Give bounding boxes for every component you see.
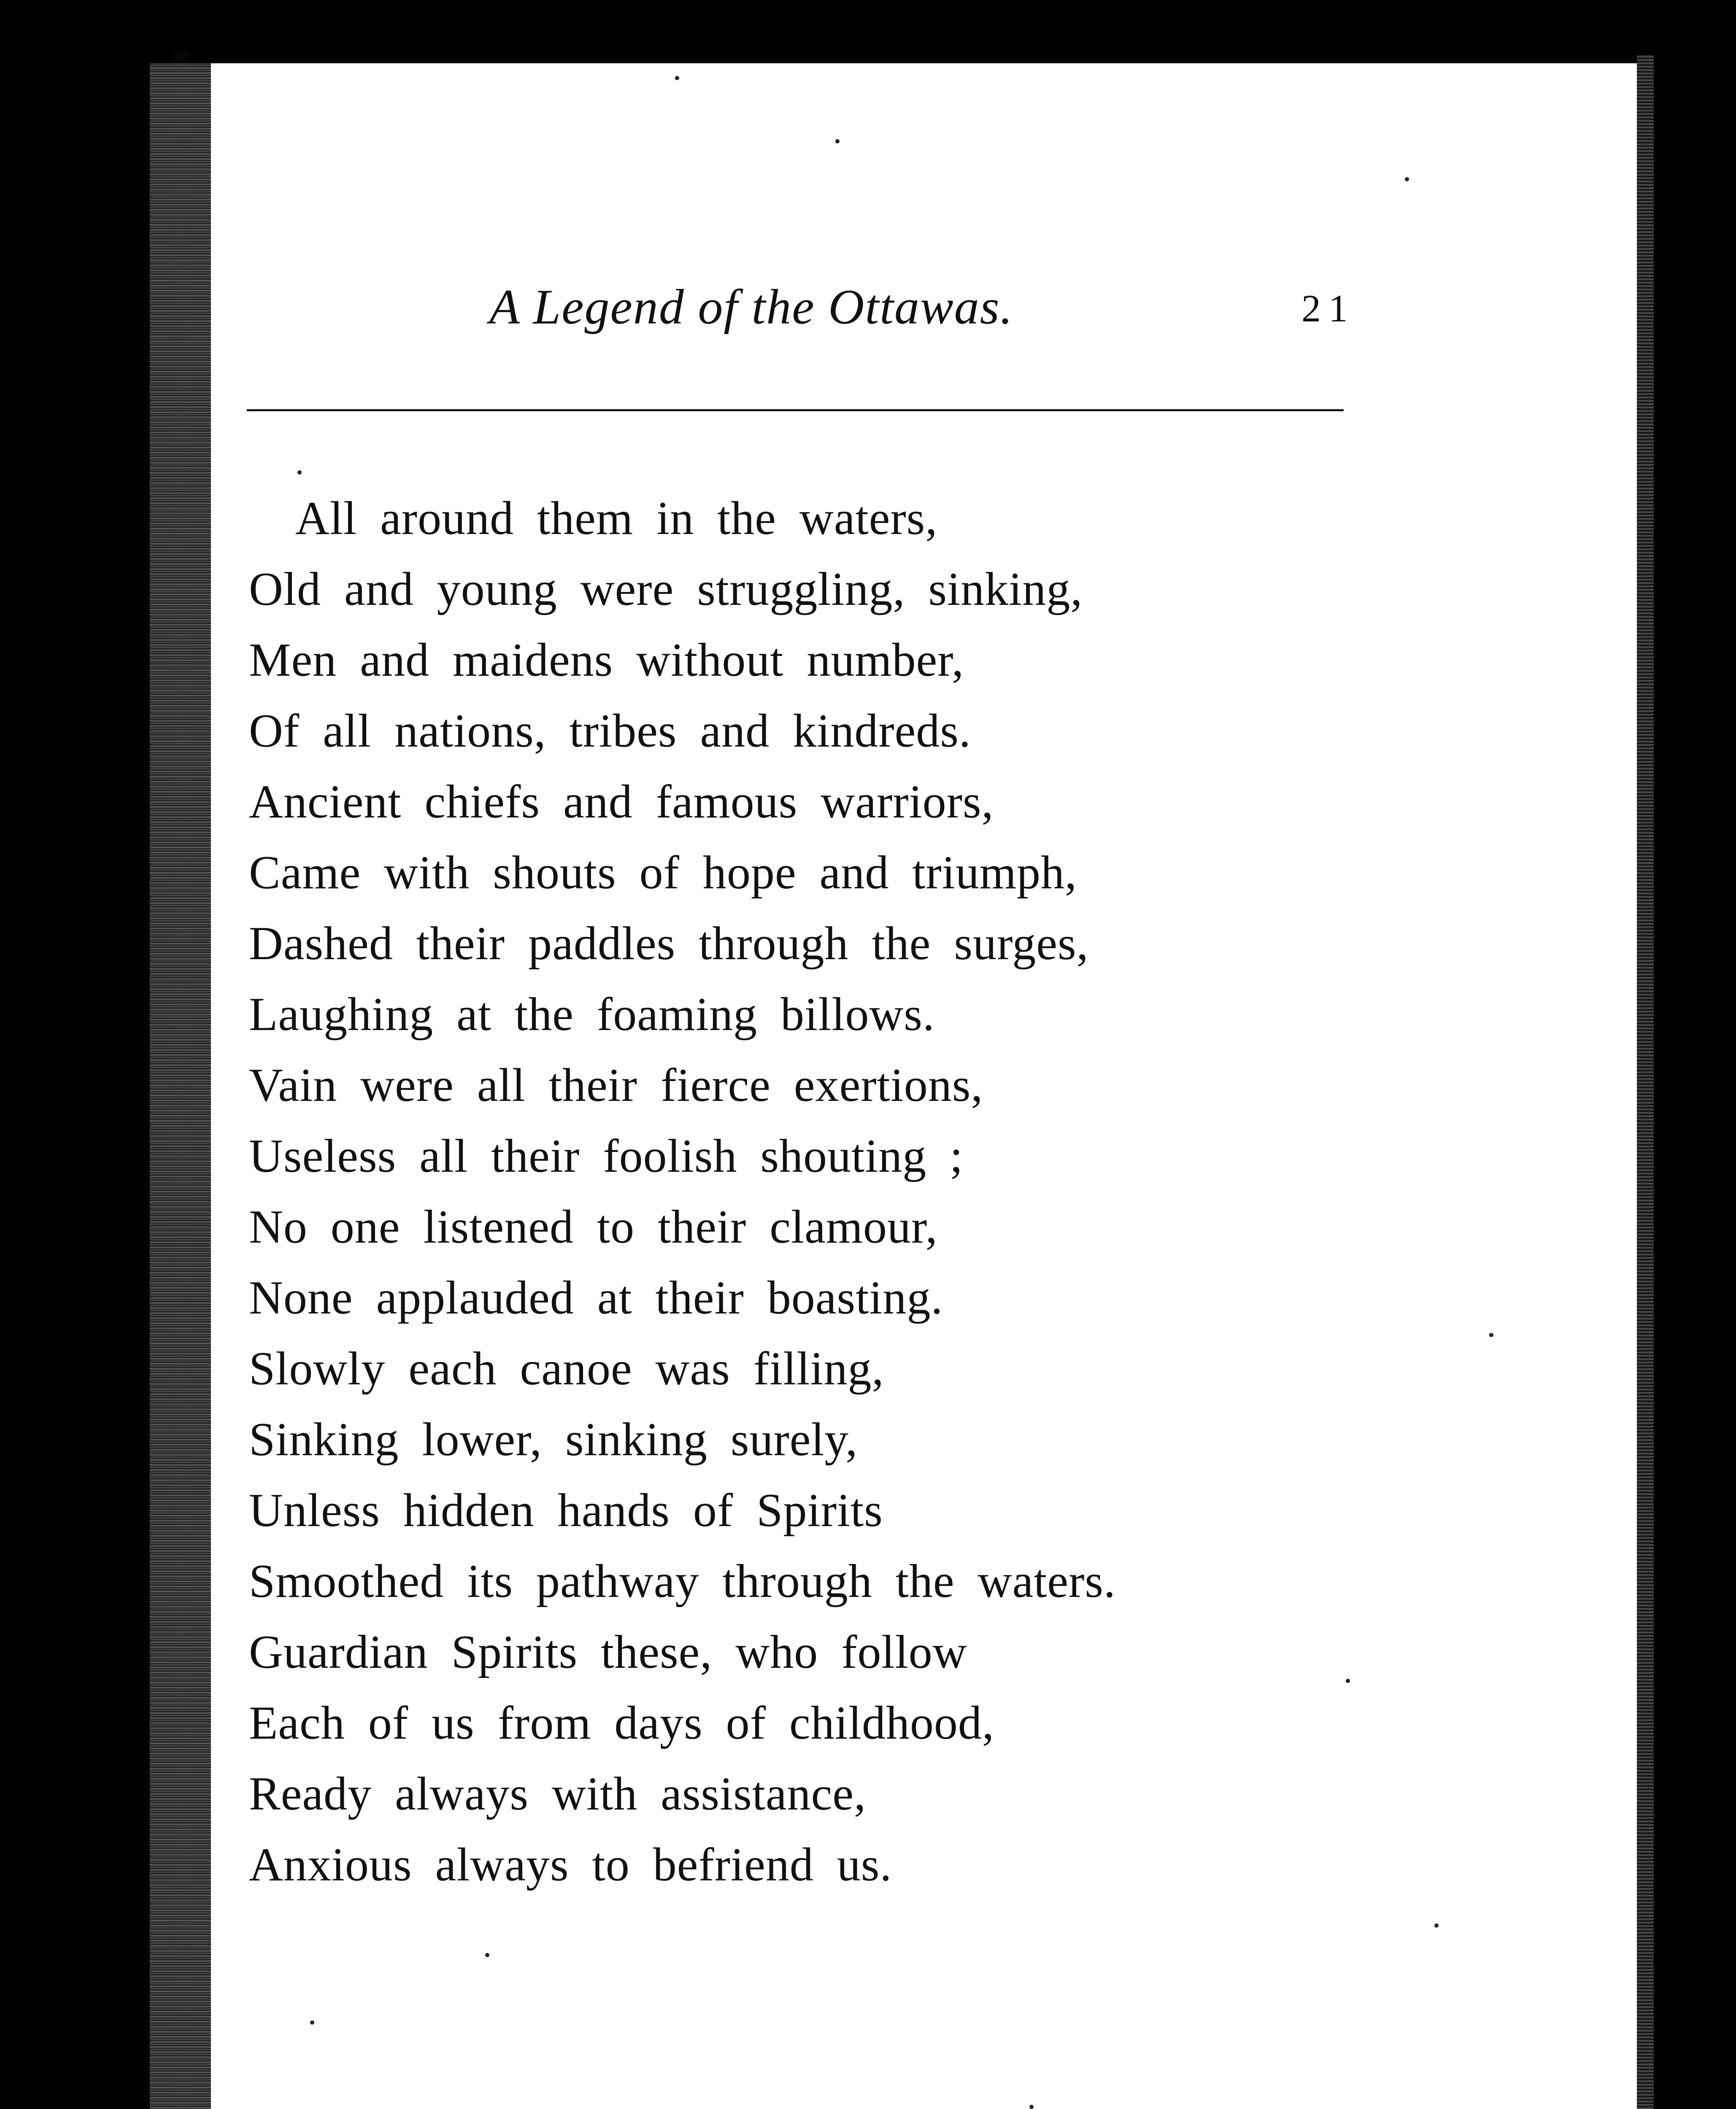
poem-line: Men and maidens without number, <box>249 634 964 686</box>
scan-speck <box>1489 1333 1493 1337</box>
poem-line: None applauded at their boasting. <box>249 1272 943 1324</box>
header-rule <box>247 409 1344 411</box>
poem-line: Slowly each canoe was filling, <box>249 1343 884 1395</box>
poem-line: Came with shouts of hope and triumph, <box>249 847 1077 899</box>
poem-line: No one listened to their clamour, <box>249 1201 938 1253</box>
scan-speck <box>1434 1923 1439 1928</box>
running-title: A Legend of the Ottawas. <box>489 279 1014 334</box>
poem-line: Guardian Spirits these, who follow <box>249 1626 967 1678</box>
scan-speck <box>1405 177 1409 181</box>
scan-speck <box>485 1953 489 1957</box>
poem-line: Each of us from days of childhood, <box>249 1697 994 1749</box>
scan-speck <box>1029 2105 1034 2109</box>
scan-speck <box>675 76 679 80</box>
poem-line: Ready always with assistance, <box>249 1768 867 1820</box>
poem-line: Sinking lower, sinking surely, <box>249 1413 858 1466</box>
poem-line: Vain were all their fierce exertions, <box>249 1059 983 1111</box>
page-header <box>489 278 1358 346</box>
scan-speck <box>310 2020 314 2025</box>
scan-speck <box>835 139 840 143</box>
scan-speck <box>1346 1679 1350 1683</box>
poem-stanza <box>249 483 1430 1900</box>
poem-line: Dashed their paddles through the surges, <box>249 917 1089 970</box>
poem-line: Anxious always to befriend us. <box>249 1839 892 1891</box>
poem-line: Laughing at the foaming billows. <box>249 988 935 1041</box>
scan-speck <box>297 470 302 475</box>
poem-line: Of all nations, tribes and kindreds. <box>249 705 971 757</box>
page-number: 21 <box>1301 287 1355 330</box>
poem-line: Unless hidden hands of Spirits <box>249 1484 883 1537</box>
page-right-edge <box>1637 55 1654 2109</box>
poem-line: Old and young were struggling, sinking, <box>249 563 1083 615</box>
poem-line: Smoothed its pathway through the waters. <box>249 1555 1116 1607</box>
poem-line: Useless all their foolish shouting ; <box>249 1130 964 1182</box>
book-gutter <box>150 63 217 2109</box>
poem-line: All around them in the waters, <box>295 492 938 545</box>
poem-line: Ancient chiefs and famous warriors, <box>249 776 994 828</box>
